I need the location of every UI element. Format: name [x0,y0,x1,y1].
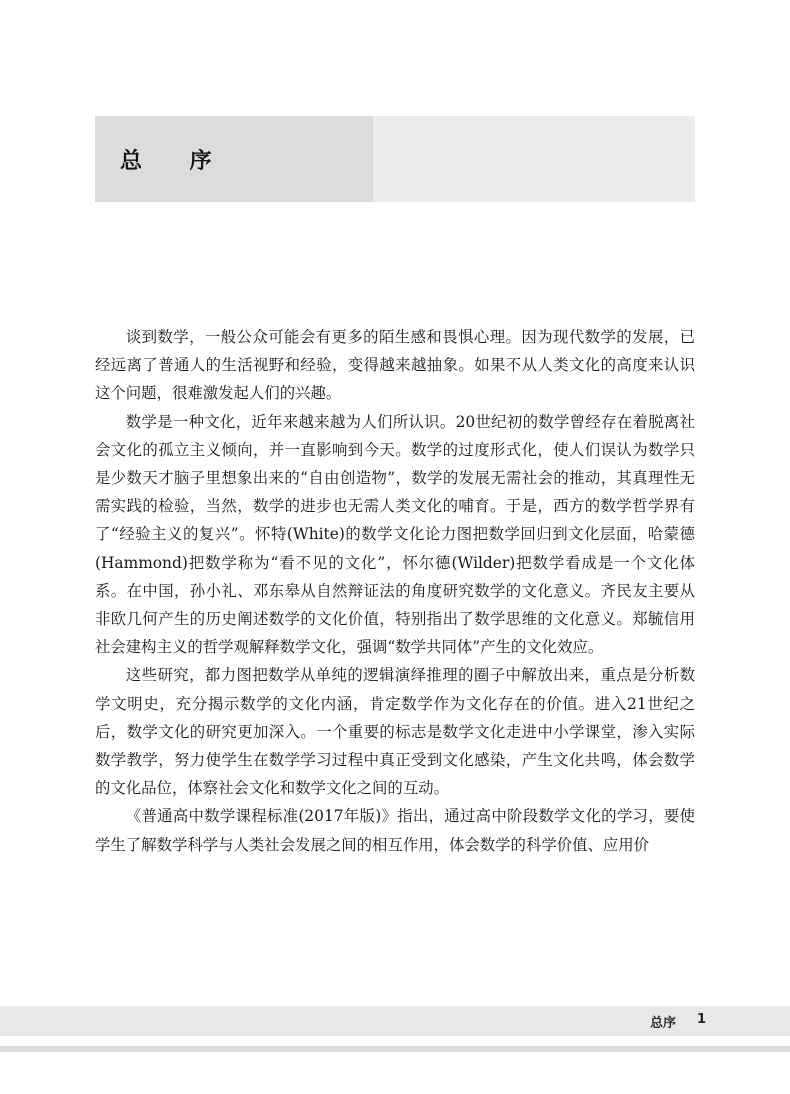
footer-section-title: 总序 [649,1016,676,1031]
title-band-light [373,116,695,202]
paragraph: 谈到数学，一般公众可能会有更多的陌生感和畏惧心理。因为现代数学的发展，已经远离了普通人的生活视野和经验，变得越来越抽象。如果不从人类文化的高度来认识这个问题，很难激发起人们的兴趣。 [95,328,695,403]
body-text [95,323,695,859]
footer-divider [0,1046,790,1052]
paragraph: 数学是一种文化，近年来越来越为人们所认识。20世纪初的数学曾经存在着脱离社会文化的孤立主义倾向，并一直影响到今天。数学的过度形式化，使人们误认为数学只是少数天才脑子里想象出来的“自由创造物”，数学的发展无需社会的推动，其真理性无需实践的检验，当然，数学的进步也无需人类文化的哺育。于是，西方的数学哲学界有了“经验主义的复兴”。怀特(White)的数学文化论力图把数学回归到文化层面，哈蒙德(Hammond)把数学称为“看不见的文化”，怀尔德(Wilder)把数学看成是一个文化体系。在中国，孙小礼、邓东皋从自然辩证法的角度研究数学的文化意义。齐民友主要从非欧几何产生的历史阐述数学的文化价值，特别指出了数学思维的文化意义。郑毓信用社会建构主义的哲学观解释数学文化，强调“数学共同体”产生的文化效应。 [95,412,695,657]
paragraph: 《普通高中数学课程标准(2017年版)》指出，通过高中阶段数学文化的学习，要使学生了解数学科学与人类社会发展之间的相互作用，体会数学的科学价值、应用价 [95,807,695,854]
title-band [95,116,695,202]
page-title: 总 序 [120,149,232,174]
title-band-dark [95,116,373,202]
footer-band [0,1006,790,1036]
page-number: 1 [696,1012,706,1027]
paragraph: 这些研究，都力图把数学从单纯的逻辑演绎推理的圈子中解放出来，重点是分析数学文明史，充分揭示数学的文化内涵，肯定数学作为文化存在的价值。进入21世纪之后，数学文化的研究更加深入。一个重要的标志是数学文化走进中小学课堂，渗入实际数学教学，努力使学生在数学学习过程中真正受到文化感染，产生文化共鸣，体会数学的文化品位，体察社会文化和数学文化之间的互动。 [95,666,695,798]
